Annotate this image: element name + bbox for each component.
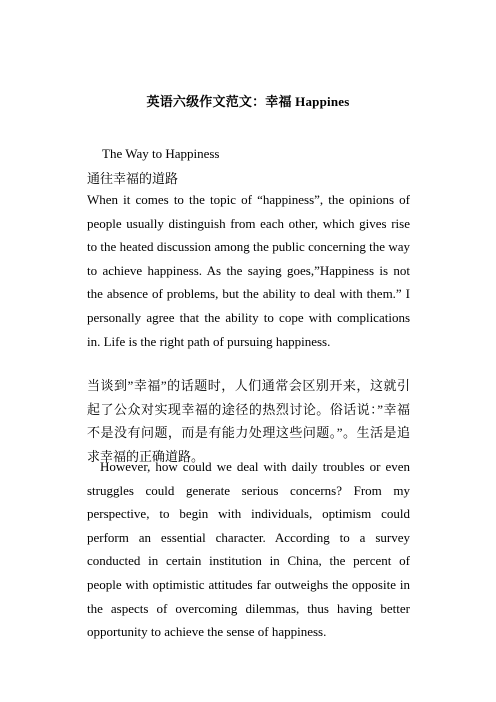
paragraph-english-1: When it comes to the topic of “happiness”, the opinions of people usually distinguish from each other, which gives rise to the heated discussion among the public concerning the way to achieve happiness. As the saying goes,”Happiness is not the absence of problems, but the ability to deal with them.” I personally agree that the ability to cope with complications in. Life is the right path of pursuing happiness. <box>87 192 410 349</box>
chinese-heading: 通往幸福的道路 <box>87 171 179 186</box>
paragraph-chinese-1: 当谈到”幸福”的话题时，人们通常会区别开来，这就引起了公众对实现幸福的途径的热烈讨论。俗话说：”幸福不是没有问题，而是有能力处理这些问题。”。生活是追求幸福的正确道路。 <box>87 378 410 464</box>
paragraph-english-2: However, how could we deal with daily troubles or even struggles could generate serious concerns? From my perspective, to begin with individuals, optimism could perform an essential character. According to a survey conducted in certain institution in China, the percent of people with optimistic attitudes far outweighs the opposite in the aspects of overcoming dilemmas, thus having better opportunity to achieve the sense of happiness. <box>87 459 410 640</box>
document-subtitle: The Way to Happiness <box>102 146 220 161</box>
document-title: 英语六级作文范文：幸福 Happines <box>146 94 350 109</box>
